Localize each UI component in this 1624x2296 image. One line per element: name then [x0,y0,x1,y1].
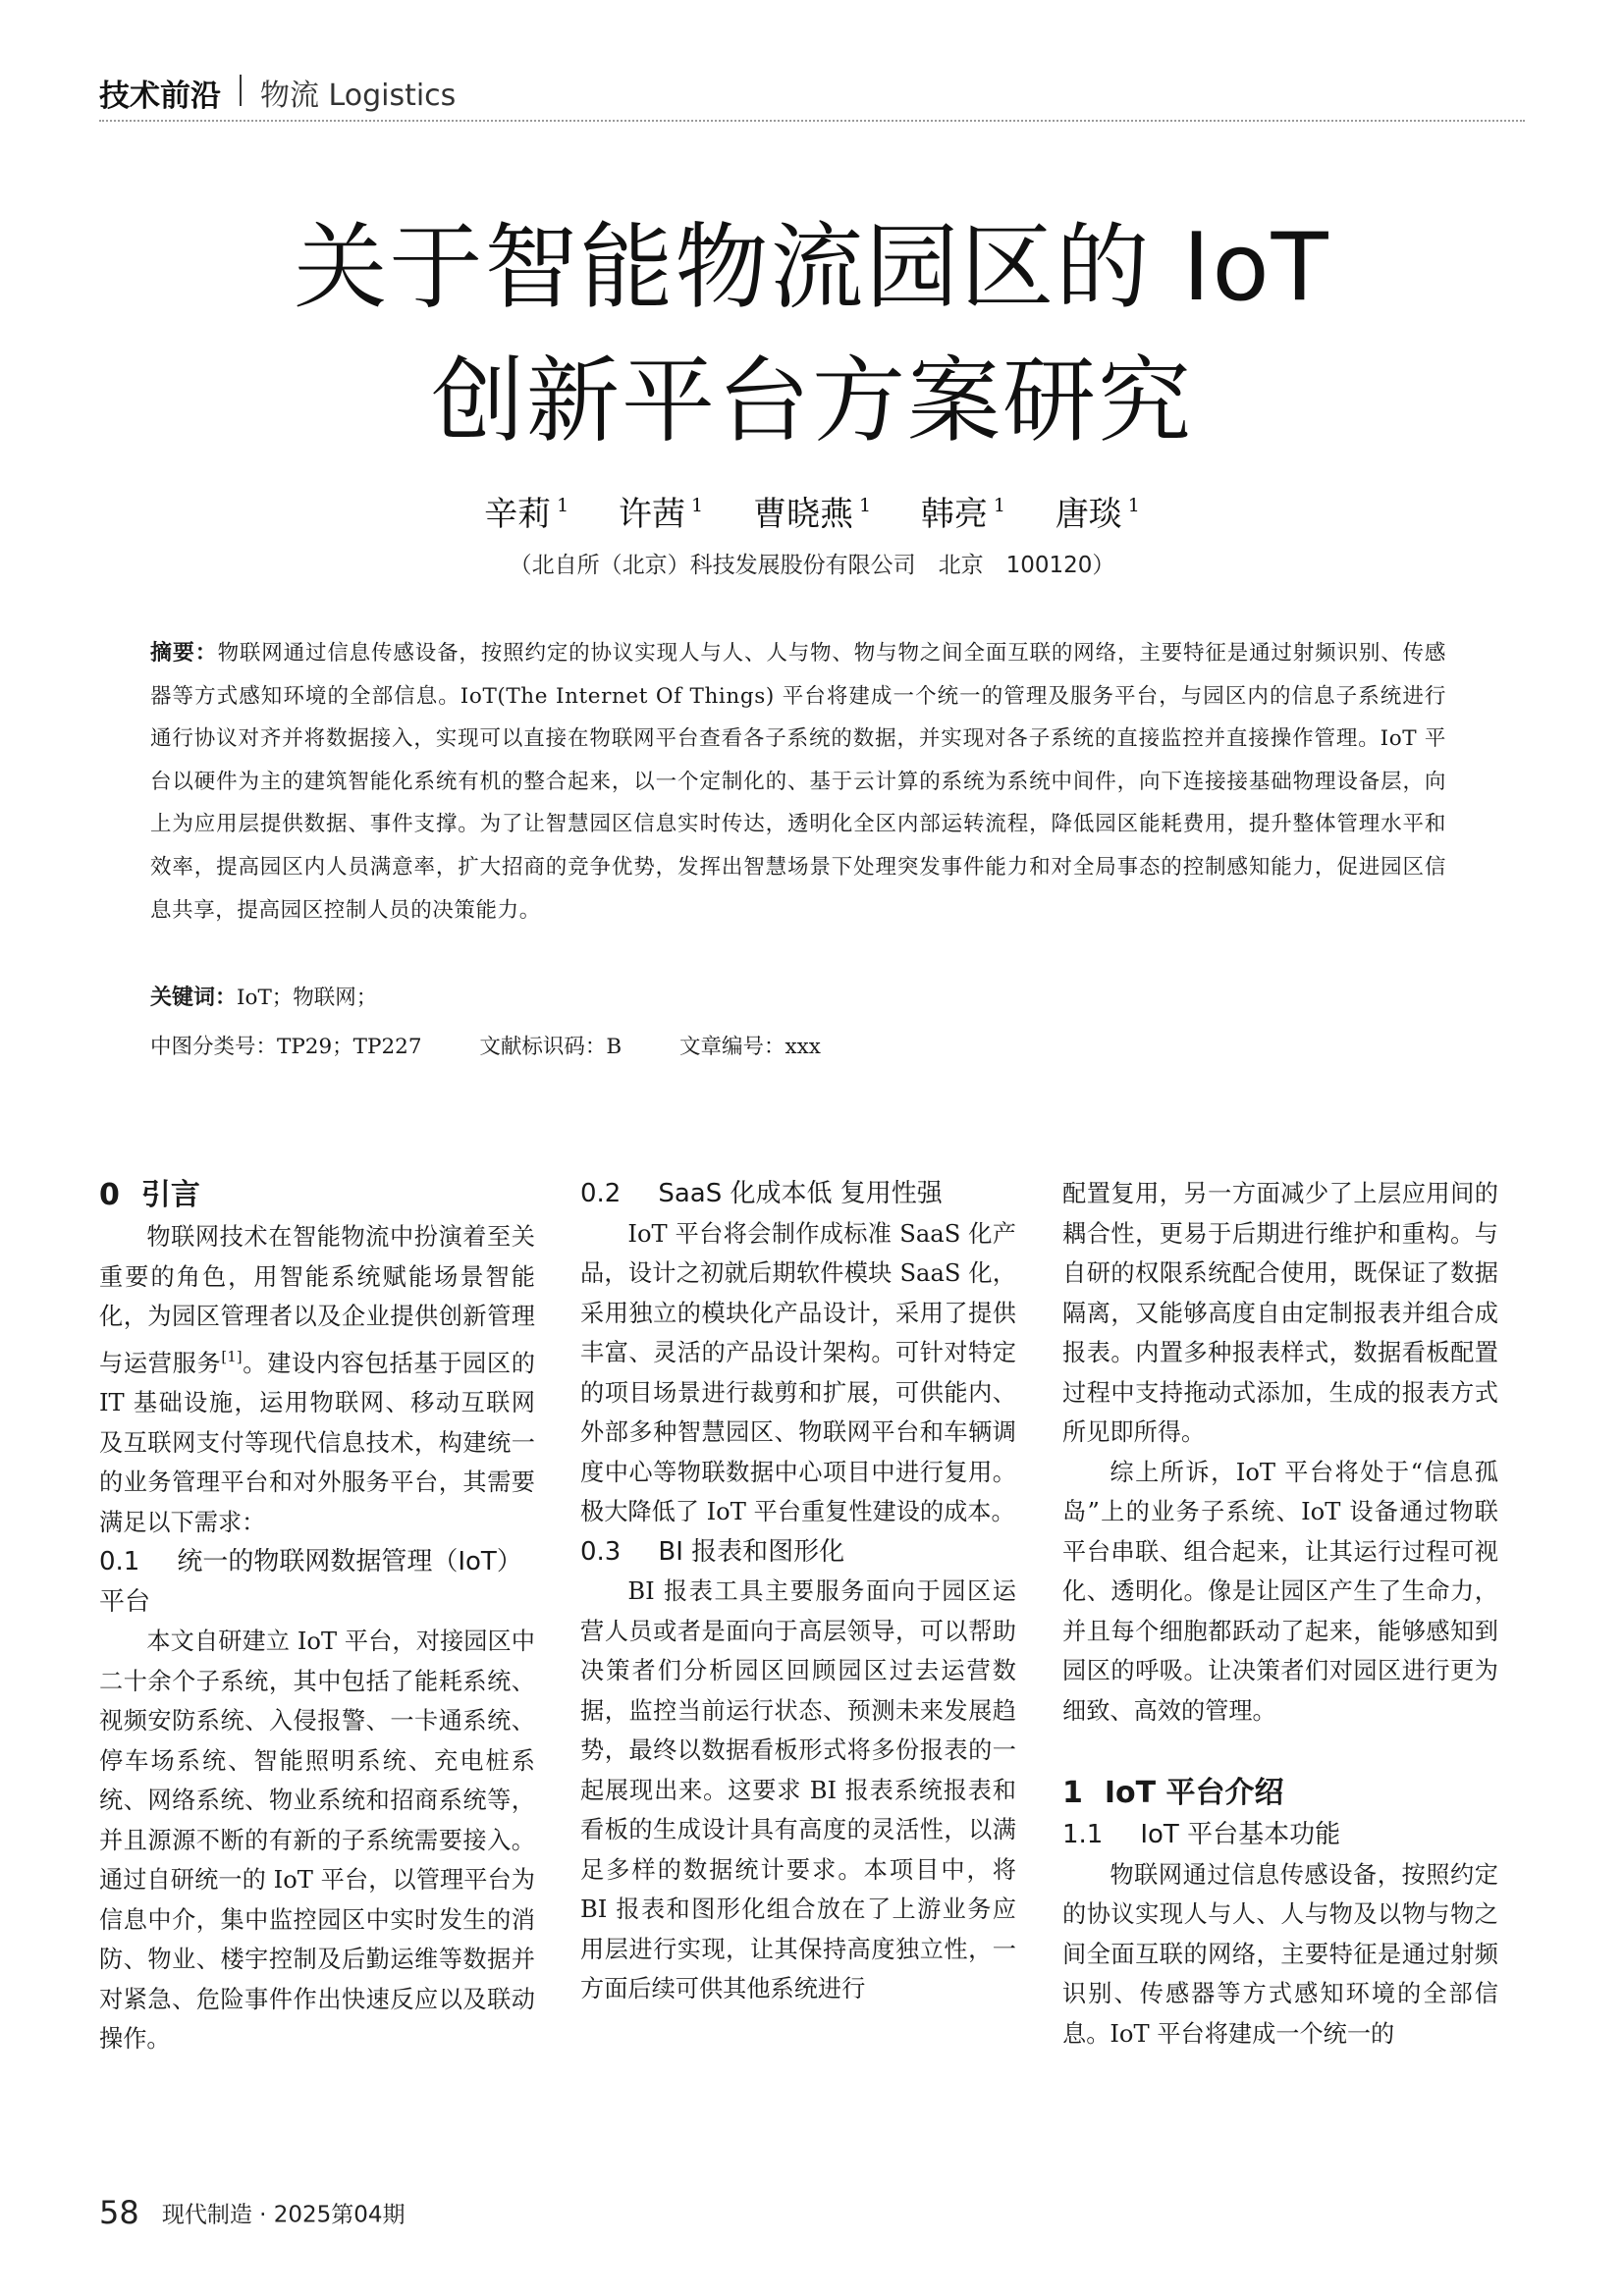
page-footer [99,2194,406,2231]
section-number: 0 [99,1178,120,1212]
subsection-title: BI 报表和图形化 [658,1536,845,1567]
section-title: 引言 [140,1178,200,1212]
header-section: 技术前沿 [99,79,221,114]
subsection-title: 统一的物联网数据管理（IoT）平台 [99,1547,522,1617]
classification-line [150,1030,821,1060]
running-header [99,69,1525,114]
subsection-title: IoT 平台基本功能 [1140,1820,1341,1849]
author-list [0,487,1624,535]
section-gap [1062,1731,1498,1772]
section-number: 1 [1062,1776,1083,1810]
author [753,495,871,534]
subsection-heading [580,1174,1016,1214]
document-code: 文献标识码：B [479,1035,623,1059]
subsection-number: 0.1 [99,1547,140,1576]
paragraph: 本文自研建立 IoT 平台，对接园区中二十余个子系统，其中包括了能耗系统、视频安防系统、入侵报警、一卡通系统、停车场系统、智能照明系统、充电桩系统、网络系统、物业系统和招商系统等，并且源源不断的有新的子系统需要接入。通过自研统一的 IoT 平台，以管理平台为信息中介，集中监控园区中实时发生的消防、物业、楼宇控制及后勤运维等数据并对紧急、危险事件作出快速反应以及联动操作。 [99,1628,535,2053]
author-name: 辛莉 [484,495,552,534]
author-name: 曹晓燕 [752,495,853,534]
body-column-3 [1062,1174,1498,2054]
journal-name: 现代制造 · 2025第04期 [161,2202,406,2228]
author-name: 唐琰 [1055,495,1122,534]
author [921,495,1005,534]
paragraph: 物联网通过信息传感设备，按照约定的协议实现人与人、人与物及以物与物之间全面互联的网络，主要特征是通过射频识别、传感器等方式感知环境的全部信息。IoT 平台将建成一个统一的 [1062,1860,1498,2048]
subsection-heading [580,1532,1016,1573]
subsection-heading [1062,1815,1498,1855]
abstract-label: 摘要： [150,641,218,666]
citation-mark: [1] [221,1347,243,1365]
header-rule [99,120,1525,122]
body-column-1 [99,1174,535,2059]
paragraph: IoT 平台将会制作成标准 SaaS 化产品，设计之初就后期软件模块 SaaS 化，采用独立的模块化产品设计，采用了提供丰富、灵活的产品设计架构。可针对特定的项目场景进行裁剪和扩展，可供能内、外部多种智慧园区、物联网平台和车辆调度中心等物联数据中心项目中进行复用。极大降低了 IoT 平台重复性建设的成本。 [580,1219,1016,1525]
keywords-text: IoT；物联网； [237,986,378,1010]
abstract-text: 物联网通过信息传感设备，按照约定的协议实现人与人、人与物、物与物之间全面互联的网络，主要特征是通过射频识别、传感器等方式感知环境的全部信息。IoT(The Internet Of Things) 平台将建成一个统一的管理及服务平台，与园区内的信息子系统进行通行协议对齐并将数据接入，实现可以直接在物联网平台查看各子系统的数据，并实现对各子系统的直接监控并直接操作管理。IoT 平台以硬件为主的建筑智能化系统有机的整合起来，以一个定制化的、基于云计算的系统为系统中间件，向下连接接基础物理设备层，向上为应用层提供数据、事件支撑。为了让智慧园区信息实时传达，透明化全区内部运转流程，降低园区能耗费用，提升整体管理水平和效率，提高园区内人员满意率，扩大招商的竞争优势，发挥出智慧场景下处理突发事件能力和对全局事态的控制感知能力，促进园区信息共享，提高园区控制人员的决策能力。 [150,641,1446,923]
section-heading [1062,1772,1498,1815]
subsection-number: 1.1 [1062,1820,1104,1849]
article-number: 文章编号：xxx [679,1035,821,1059]
subsection-number: 0.3 [580,1536,622,1567]
subsection-title: SaaS 化成本低 复用性强 [658,1179,943,1208]
section-title: IoT 平台介绍 [1104,1776,1284,1810]
author-name: 许茜 [619,495,686,534]
author [1056,495,1140,534]
keywords-label: 关键词： [150,986,238,1010]
paragraph [99,1217,535,1542]
paragraph: BI 报表工具主要服务面向于园区运营人员或者是面向于高层领导，可以帮助决策者们分析园区回顾园区过去运营数据，监控当前运行状态、预测未来发展趋势，最终以数据看板形式将多份报表的一起展现出来。这要求 BI 报表系统报表和看板的生成设计具有高度的灵活性，以满足多样的数据统计要求。本项目中，将 BI 报表和图形化组合放在了上游业务应用层进行实现，让其保持高度独立性，一方面后续可供其他系统进行 [580,1577,1016,2002]
paragraph-text: 物联网技术在智能物流中扮演着至关重要的角色，用智能系统赋能场景智能化，为园区管理者以及企业提供创新管理与运营服务 [99,1223,535,1377]
section-heading [99,1174,535,1217]
author [484,495,568,534]
affiliation-mark: 1 [858,495,872,516]
affiliation-mark: 1 [993,495,1005,516]
subsection-number: 0.2 [580,1179,622,1208]
header-divider [240,75,242,106]
subsection-heading [99,1542,535,1622]
paragraph: 综上所诉，IoT 平台将处于“信息孤岛”上的业务子系统、IoT 设备通过物联平台串联、组合起来，让其运行过程可视化、透明化。像是让园区产生了生命力，并且每个细胞都跃动了起来，能够感知到园区的呼吸。让决策者们对园区进行更为细致、高效的管理。 [1062,1458,1498,1725]
header-category: 物流 Logistics [260,79,457,113]
affiliation: （北自所（北京）科技发展股份有限公司 北京 100120） [509,553,1115,578]
page-number: 58 [99,2194,139,2231]
title-line-1: 关于智能物流园区的 IoT [294,214,1330,322]
body-column-2 [580,1174,1016,2009]
affiliation-mark: 1 [557,495,569,516]
abstract [150,632,1446,932]
author-name: 韩亮 [920,495,988,534]
title-line-2: 创新平台方案研究 [430,347,1193,455]
article-title [0,201,1624,468]
author [619,495,703,534]
affiliation-mark: 1 [1127,495,1140,516]
keywords [150,981,377,1011]
paragraph-text: 。建设内容包括基于园区的 IT 基础设施，运用物联网、移动互联网及互联网支付等现代信息技术，构建统一的业务管理平台和对外服务平台，其需要满足以下需求： [99,1349,535,1536]
paragraph-continued: 配置复用，另一方面减少了上层应用间的耦合性，更易于后期进行维护和重构。与自研的权限系统配合使用，既保证了数据隔离，又能够高度自由定制报表并组合成报表。内置多种报表样式，数据看板配置过程中支持拖动式添加，生成的报表方式所见即所得。 [1062,1180,1498,1446]
clc-number: 中图分类号：TP29；TP227 [150,1035,422,1059]
affiliation-mark: 1 [691,495,704,516]
